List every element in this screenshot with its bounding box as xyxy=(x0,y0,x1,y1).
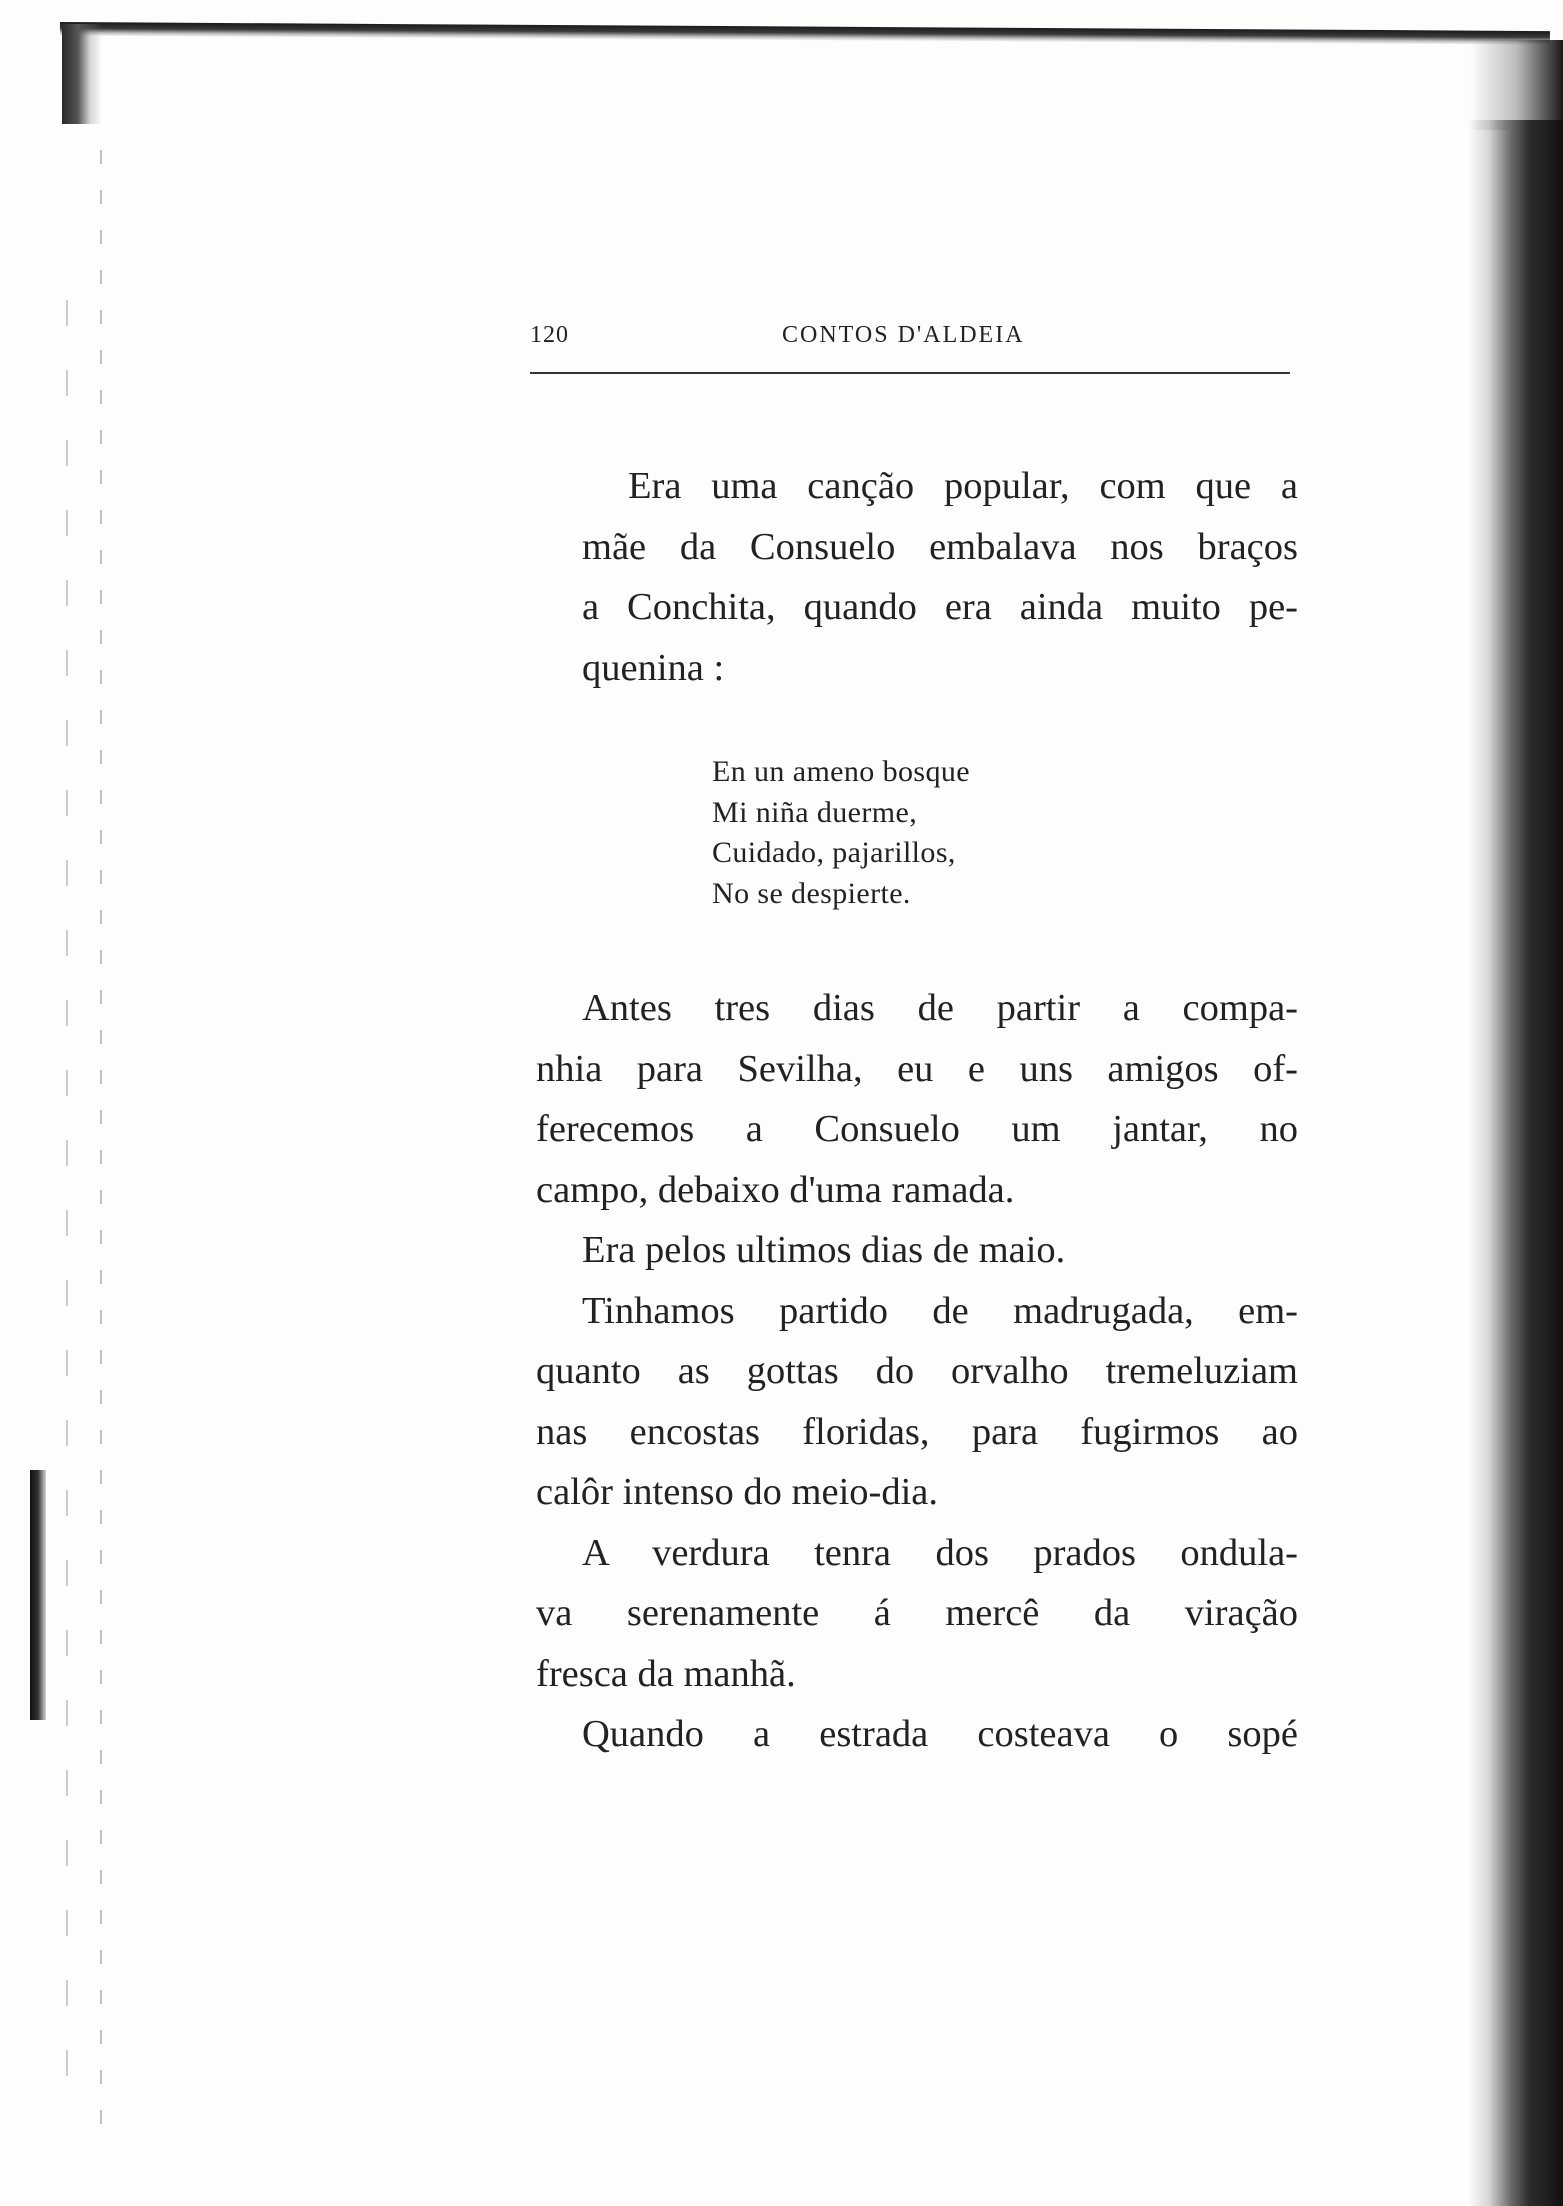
text-line: nhia para Sevilha, eu e uns amigos of- xyxy=(536,1047,1298,1090)
body-text xyxy=(536,978,1298,1765)
running-title: CONTOS D'ALDEIA xyxy=(782,322,1025,348)
paragraph-intro xyxy=(536,456,1298,698)
scan-noise-left xyxy=(100,150,102,2130)
paragraph xyxy=(536,1281,1298,1523)
text-line: a Conchita, quando era ainda muito pe- xyxy=(582,586,1298,628)
text-line: Era uma canção popular, com que a xyxy=(628,465,1298,507)
paragraph xyxy=(536,978,1298,1220)
verse-line: Cuidado, pajarillos, xyxy=(712,836,956,869)
verse-quote xyxy=(712,752,970,914)
text-line: ferecemos a Consuelo um jantar, no xyxy=(536,1108,1298,1150)
text-line: calôr intenso do meio-dia. xyxy=(536,1471,938,1513)
paragraph xyxy=(536,456,1298,698)
header-rule xyxy=(530,372,1290,374)
text-line: Tinhamos partido de madrugada, em- xyxy=(582,1289,1298,1332)
text-line: nas encostas floridas, para fugirmos ao xyxy=(536,1410,1298,1453)
paragraph xyxy=(536,1704,1298,1765)
verse-line: En un ameno bosque xyxy=(712,755,970,788)
scan-edge-top xyxy=(60,22,1550,45)
paragraph xyxy=(536,1523,1298,1705)
text-line: Antes tres dias de partir a compa- xyxy=(582,987,1298,1029)
page-number: 120 xyxy=(530,322,569,348)
scan-edge-right xyxy=(1468,120,1563,2206)
verse-line: No se despierte. xyxy=(712,876,911,910)
scan-edge-top-left xyxy=(62,24,102,124)
scan-noise-left-2 xyxy=(66,300,68,2100)
text-line: campo, debaixo d'uma ramada. xyxy=(536,1168,1015,1211)
text-line: quanto as gottas do orvalho tremeluziam xyxy=(536,1350,1298,1392)
text-line: Era pelos ultimos dias de maio. xyxy=(582,1229,1066,1271)
scan-edge-right-top xyxy=(1470,40,1563,130)
verse-line: Mi niña duerme, xyxy=(712,795,918,829)
scan-edge-left-bar xyxy=(30,1470,46,1720)
text-line: A verdura tenra dos prados ondula- xyxy=(582,1531,1298,1574)
running-head xyxy=(530,322,1290,378)
paragraph xyxy=(536,1220,1298,1281)
text-line: quenina : xyxy=(582,646,725,689)
text-line: Quando a estrada costeava o sopé xyxy=(582,1713,1298,1755)
text-line: mãe da Consuelo embalava nos braços xyxy=(582,525,1298,568)
text-line: fresca da manhã. xyxy=(536,1652,796,1695)
text-line: va serenamente á mercê da viração xyxy=(536,1592,1298,1634)
